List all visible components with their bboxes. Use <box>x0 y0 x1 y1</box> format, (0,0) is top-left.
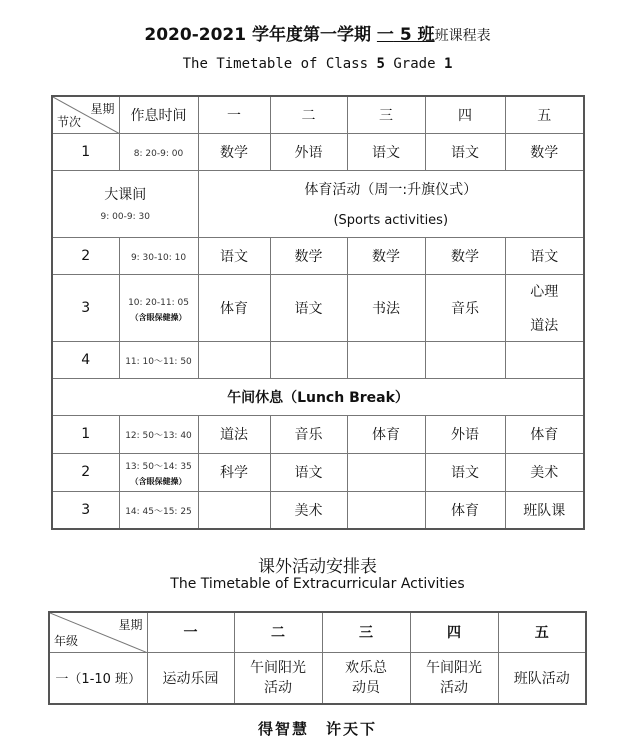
title-en-mid: Grade <box>384 56 444 72</box>
subject-cell: 语文 <box>270 274 347 341</box>
time-text: 8: 20-9: 00 <box>133 148 184 159</box>
subject-cell <box>347 491 425 529</box>
diagonal-header-cell <box>52 96 119 133</box>
eye-exercise-note: （含眼保健操） <box>130 477 187 486</box>
break-row <box>52 170 584 237</box>
time-text: 9: 30-10: 10 <box>130 252 187 263</box>
day-header: 四 <box>410 612 498 652</box>
time-slot <box>119 415 198 453</box>
subject-cell <box>270 341 347 378</box>
day-header: 二 <box>270 96 347 133</box>
subject-cell <box>347 453 425 491</box>
subject-cell: 音乐 <box>270 415 347 453</box>
table-row <box>52 341 584 378</box>
subject-cell: 语文 <box>347 133 425 170</box>
lunch-row <box>52 378 584 415</box>
subject-line2: 道法 <box>530 317 559 334</box>
subject-cell <box>505 274 584 341</box>
period-number: 3 <box>52 491 119 529</box>
class-timetable <box>51 95 585 530</box>
day-header: 五 <box>498 612 586 652</box>
break-activity: 体育活动（周一:升旗仪式） <box>304 182 478 198</box>
table-row <box>52 133 584 170</box>
period-number: 2 <box>52 237 119 274</box>
title-suffix: 班课程表 <box>434 28 491 44</box>
title-en-prefix: The Timetable of Class <box>182 56 377 72</box>
break-activity-en: (Sports activities) <box>333 213 449 228</box>
activity-cell <box>410 652 498 704</box>
period-number: 1 <box>52 415 119 453</box>
subject-cell: 语文 <box>425 453 505 491</box>
break-label-cell <box>52 170 198 237</box>
timetable-title-en <box>0 56 635 72</box>
motto-footer: 得智慧 许天下 <box>257 720 377 738</box>
weekday-corner-label: 星期 <box>90 102 115 116</box>
grade-corner-label: 年级 <box>54 633 79 648</box>
subject-cell: 语文 <box>198 237 270 274</box>
time-slot <box>119 341 198 378</box>
break-time: 9: 00-9: 30 <box>100 212 150 222</box>
subject-cell: 音乐 <box>425 274 505 341</box>
header-row <box>49 612 586 652</box>
subject-cell: 美术 <box>505 453 584 491</box>
subject-cell: 语文 <box>270 453 347 491</box>
break-activity-cell <box>198 170 584 237</box>
subject-cell: 美术 <box>270 491 347 529</box>
subject-cell: 语文 <box>505 237 584 274</box>
subject-cell: 体育 <box>347 415 425 453</box>
subject-cell: 数学 <box>198 133 270 170</box>
subject-cell: 数学 <box>270 237 347 274</box>
subject-cell <box>347 341 425 378</box>
subject-cell <box>198 491 270 529</box>
title-grade: 一 <box>376 25 394 45</box>
weekday-corner-label: 星期 <box>118 618 143 632</box>
eye-exercise-note: （含眼保健操） <box>130 312 187 322</box>
time-text: 11: 10～11: 50 <box>125 356 192 367</box>
activity-cell: 班队活动 <box>498 652 586 704</box>
subject-cell: 外语 <box>425 415 505 453</box>
table-row <box>52 491 584 529</box>
subject-cell: 书法 <box>347 274 425 341</box>
day-header: 三 <box>347 96 425 133</box>
table-row <box>52 453 584 491</box>
subject-cell: 科学 <box>198 453 270 491</box>
title-year: 2020-2021 学年度第一学期 <box>144 25 377 45</box>
subject-cell <box>425 341 505 378</box>
time-header: 作息时间 <box>119 96 198 133</box>
subject-cell <box>505 341 584 378</box>
period-number: 4 <box>52 341 119 378</box>
subject-cell <box>198 341 270 378</box>
day-header: 一 <box>147 612 234 652</box>
subject-cell: 体育 <box>505 415 584 453</box>
grade-cell: 一（1-10 班） <box>49 652 147 704</box>
time-text: 10: 20-11: 05 <box>128 297 189 308</box>
subject-cell: 道法 <box>198 415 270 453</box>
time-text: 13: 50～14: 35 <box>125 462 192 472</box>
activity-text: 欢乐总动员 <box>344 659 387 696</box>
table-row <box>52 237 584 274</box>
activity-text: 午间阳光活动 <box>425 659 482 696</box>
time-slot <box>119 237 198 274</box>
table-row <box>52 415 584 453</box>
day-header: 五 <box>505 96 584 133</box>
subject-cell: 数学 <box>505 133 584 170</box>
subject-line1: 心理 <box>530 283 559 300</box>
day-header: 三 <box>322 612 410 652</box>
extracurricular-table <box>48 611 587 705</box>
header-row <box>52 96 584 133</box>
time-slot <box>119 491 198 529</box>
subject-cell: 数学 <box>425 237 505 274</box>
extracurricular-title-en: The Timetable of Extracurricular Activities <box>170 576 465 592</box>
activity-cell: 运动乐园 <box>147 652 234 704</box>
title-en-grade: 1 <box>443 56 453 72</box>
extracurricular-title: 课外活动安排表 <box>258 557 377 577</box>
day-header: 四 <box>425 96 505 133</box>
period-number: 3 <box>52 274 119 341</box>
activity-text: 午间阳光活动 <box>249 659 306 696</box>
period-corner-label: 节次 <box>57 114 82 129</box>
time-text: 12: 50～13: 40 <box>125 431 192 441</box>
lunch-break-label: 午间休息（Lunch Break） <box>52 378 584 415</box>
activity-cell <box>322 652 410 704</box>
break-label: 大课间 <box>104 187 147 203</box>
day-header: 一 <box>198 96 270 133</box>
day-header: 二 <box>234 612 322 652</box>
subject-cell: 体育 <box>425 491 505 529</box>
title-en-class: 5 <box>376 56 385 72</box>
subject-cell: 数学 <box>347 237 425 274</box>
title-class: 5 班 <box>393 25 435 45</box>
period-number: 1 <box>52 133 119 170</box>
time-slot <box>119 453 198 491</box>
subject-cell: 体育 <box>198 274 270 341</box>
diagonal-header-cell <box>49 612 147 652</box>
table-row <box>49 652 586 704</box>
time-text: 14: 45～15: 25 <box>125 506 192 517</box>
period-number: 2 <box>52 453 119 491</box>
activity-cell <box>234 652 322 704</box>
time-slot <box>119 133 198 170</box>
subject-cell: 语文 <box>425 133 505 170</box>
timetable-title <box>0 20 635 45</box>
subject-cell: 班队课 <box>505 491 584 529</box>
time-slot <box>119 274 198 341</box>
subject-cell: 外语 <box>270 133 347 170</box>
table-row <box>52 274 584 341</box>
